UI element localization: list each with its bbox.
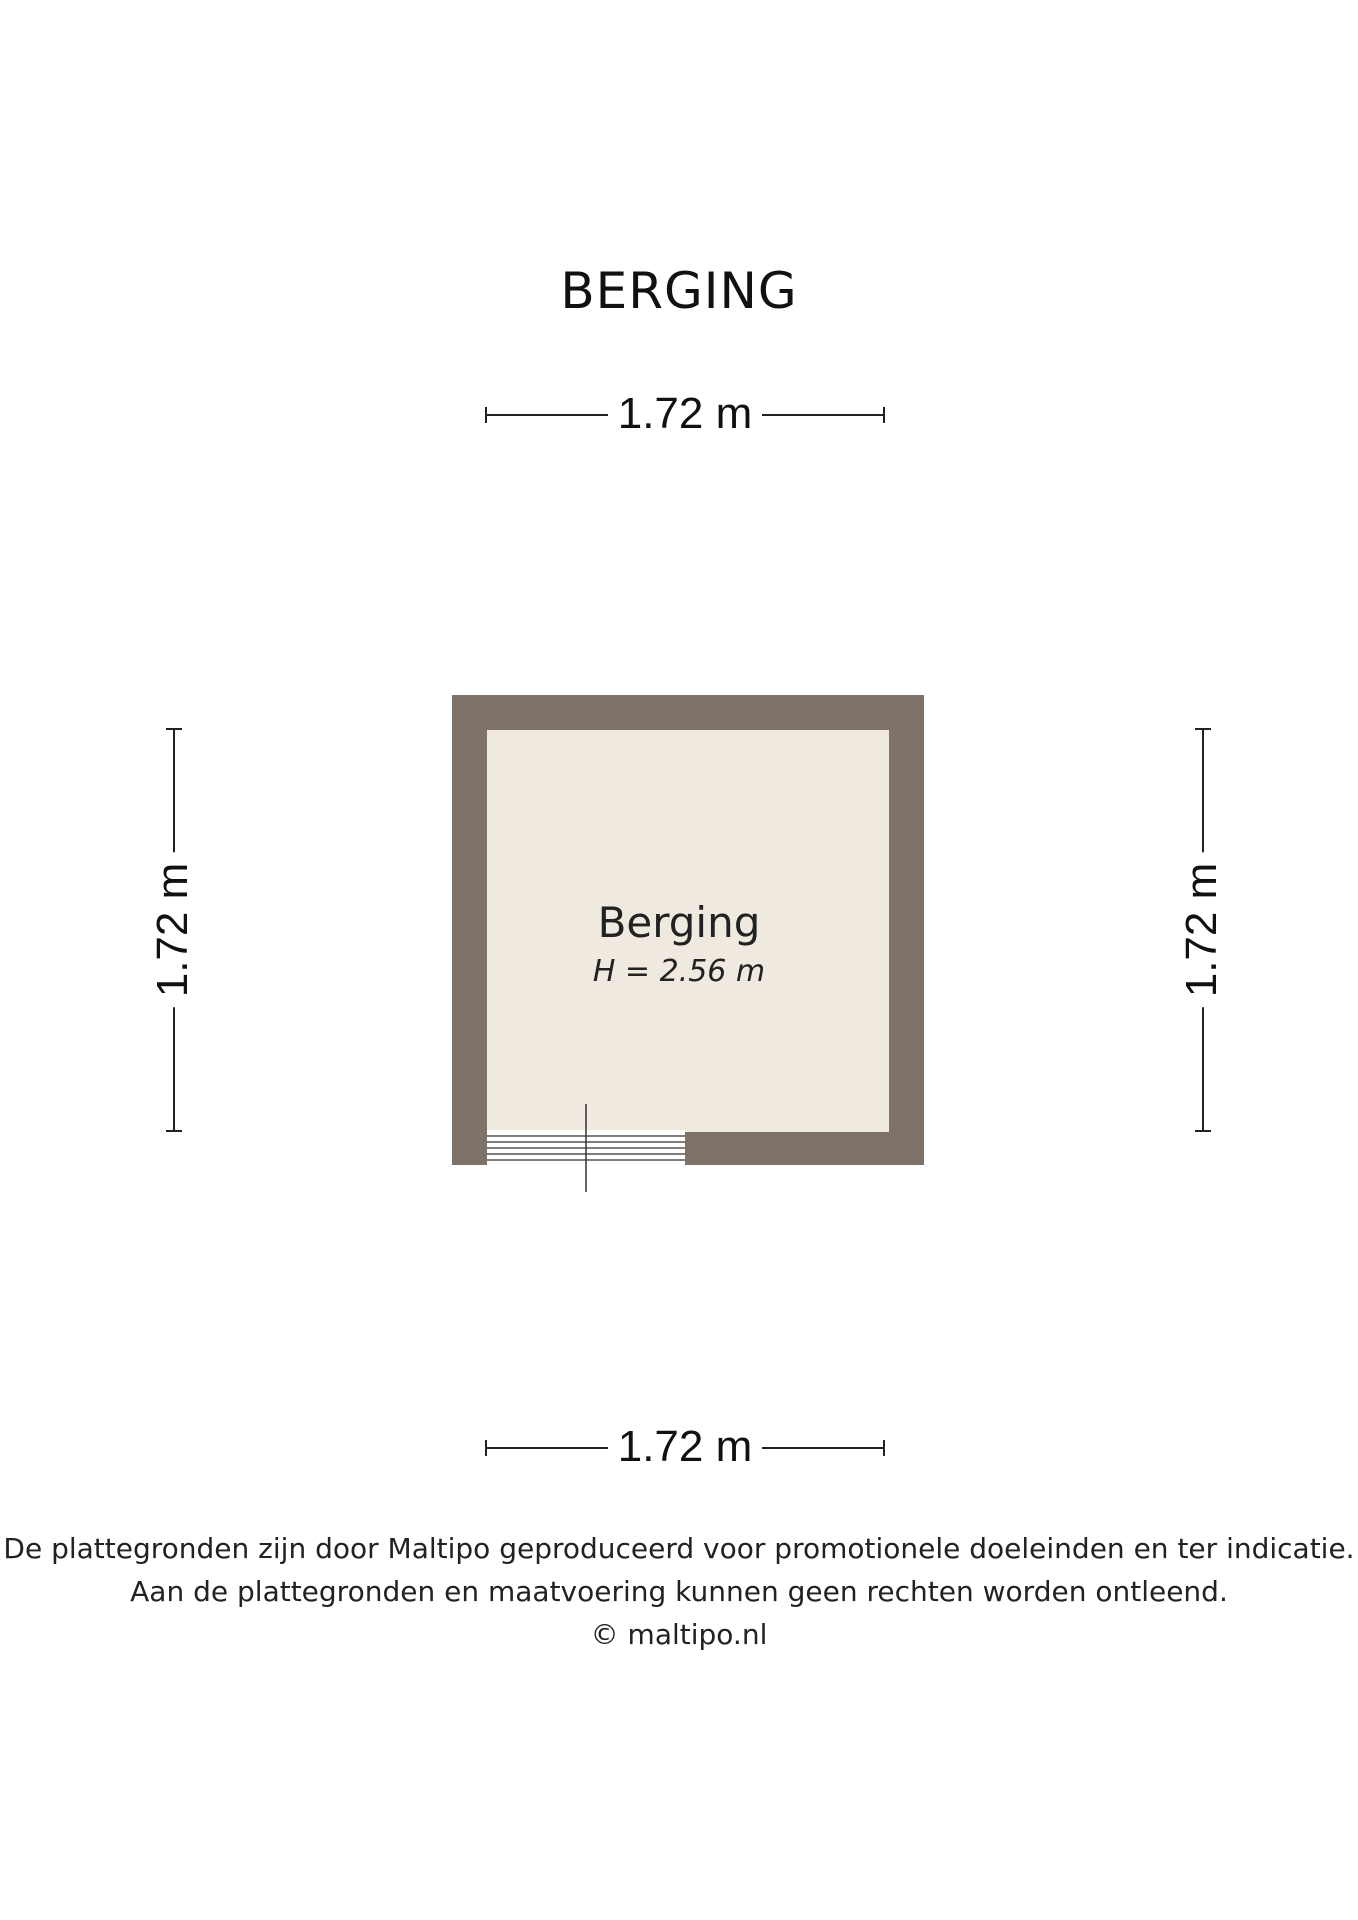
dimension-top-label: 1.72 m (608, 389, 763, 438)
dimension-left-label: 1.72 m (148, 853, 198, 1008)
disclaimer-line-1: De plattegronden zijn door Maltipo geproduceerd voor promotionele doeleinden en ter indicatie. (3, 1532, 1355, 1565)
floorplan-title: BERGING (560, 262, 798, 320)
room-height: H = 2.56 m (592, 954, 766, 989)
copyright: © maltipo.nl (590, 1618, 768, 1651)
dimension-right-label: 1.72 m (1177, 853, 1227, 1008)
room-name: Berging (597, 898, 761, 947)
dimension-bottom-label: 1.72 m (608, 1422, 763, 1471)
disclaimer-line-2: Aan de plattegronden en maatvoering kunnen geen rechten worden ontleend. (130, 1575, 1228, 1608)
